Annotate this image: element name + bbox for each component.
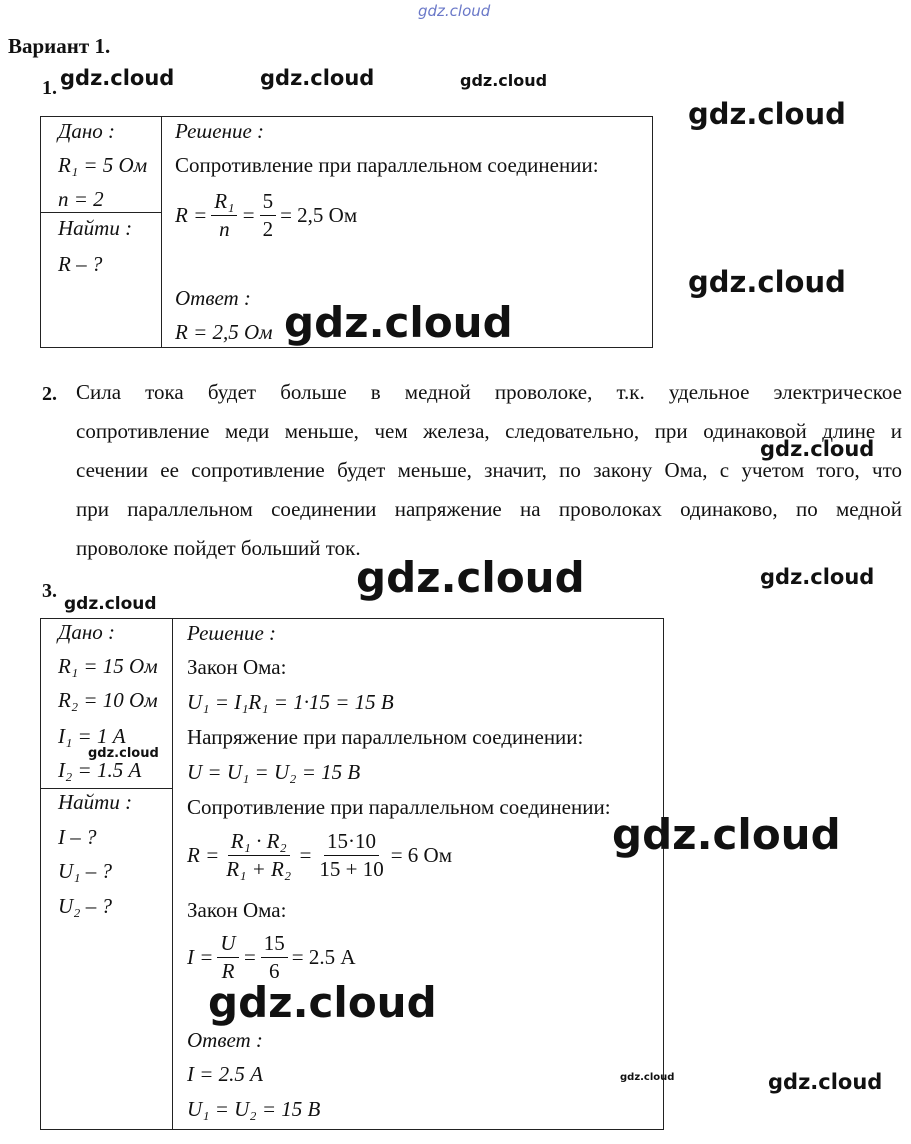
given-label: Дано :: [58, 119, 116, 143]
task2-paragraph: [76, 373, 902, 568]
parallel-voltage-text: Напряжение при параллельном соединении:: [187, 725, 584, 749]
equals: =: [241, 203, 256, 228]
find-label: Найти :: [58, 216, 133, 240]
numerator: R₁: [211, 190, 237, 216]
denominator: 15 + 10: [319, 857, 384, 882]
watermark: gdz.cloud: [760, 437, 875, 461]
fraction: [260, 190, 277, 241]
paragraph-line: Сила тока будет больше в медной проволоке, т.к. удельное электрическое: [76, 380, 902, 404]
find-value: I – ?: [58, 825, 97, 849]
watermark: gdz.cloud: [620, 1072, 675, 1083]
answer-label: Ответ :: [175, 286, 251, 310]
watermark: gdz.cloud: [760, 565, 875, 589]
paragraph-line: сопротивление меди меньше, чем железа, следовательно, при одинаковой длине и: [76, 419, 902, 443]
numerator: R₁ · R₂: [228, 830, 290, 856]
given-value: R₁ = 5 Ом: [58, 153, 148, 177]
equals: =: [242, 945, 257, 970]
formula-lhs: I =: [187, 945, 214, 970]
formula-result: = 2.5 А: [291, 945, 356, 970]
watermark: gdz.cloud: [460, 71, 548, 90]
formula-result: = 2,5 Ом: [280, 203, 358, 228]
answer-value: U₁ = U₂ = 15 В: [187, 1097, 321, 1121]
denominator: 6: [269, 959, 280, 984]
task3-given-divider: [40, 788, 172, 789]
fraction: [316, 830, 386, 881]
watermark: gdz.cloud: [768, 1070, 883, 1094]
given-value: I₁ = 1 А: [58, 724, 126, 748]
task2-number: 2.: [42, 383, 57, 405]
answer-value: I = 2.5 А: [187, 1062, 263, 1086]
formula-u: U = U₁ = U₂ = 15 В: [187, 760, 361, 784]
given-value: I₂ = 1.5 А: [58, 758, 142, 782]
numerator: 15·10: [324, 830, 379, 856]
numerator: U: [217, 932, 238, 958]
find-value: R – ?: [58, 252, 103, 276]
solution-text: Сопротивление при параллельном соединении:: [175, 153, 599, 177]
task1-divider: [161, 116, 162, 348]
watermark: gdz.cloud: [60, 66, 175, 90]
formula-lhs: R =: [175, 203, 208, 228]
task1-number: 1.: [42, 77, 57, 99]
formula-lhs: R =: [187, 843, 220, 868]
formula-resistance: [175, 190, 357, 241]
watermark: gdz.cloud: [64, 594, 157, 614]
law-text: Закон Ома:: [187, 898, 287, 922]
watermark: gdz.cloud: [284, 298, 513, 347]
task3-number: 3.: [42, 580, 57, 602]
variant-title: Вариант 1.: [8, 34, 111, 58]
denominator: R₁ + R₂: [226, 857, 292, 882]
watermark: gdz.cloud: [88, 746, 159, 761]
fraction: [217, 932, 238, 983]
find-value: U₂ – ?: [58, 894, 112, 918]
task1-given-divider: [40, 212, 161, 213]
watermark: gdz.cloud: [688, 265, 846, 299]
formula-result: = 6 Ом: [390, 843, 453, 868]
watermark: gdz.cloud: [208, 978, 437, 1027]
find-label: Найти :: [58, 790, 133, 814]
find-value: U₁ – ?: [58, 859, 112, 883]
paragraph-line: проволоке пойдет больший ток.: [76, 536, 361, 560]
paragraph-line: сечении ее сопротивление будет меньше, значит, по закону Ома, с учетом того, что: [76, 458, 902, 482]
task3-divider: [172, 618, 173, 1130]
paragraph-line: при параллельном соединении напряжение на проволоках одинаково, по медной: [76, 497, 902, 521]
denominator: R: [221, 959, 235, 984]
fraction: [223, 830, 294, 881]
answer-value: R = 2,5 Ом: [175, 320, 273, 344]
solution-label: Решение :: [187, 621, 277, 645]
denominator: 2: [262, 217, 274, 242]
answer-label: Ответ :: [187, 1028, 263, 1052]
law-text: Закон Ома:: [187, 655, 287, 679]
parallel-resistance-text: Сопротивление при параллельном соединении:: [187, 795, 611, 819]
fraction: [211, 190, 237, 241]
denominator: n: [219, 217, 230, 242]
equals: =: [298, 843, 313, 868]
numerator: 15: [261, 932, 288, 958]
solution-label: Решение :: [175, 119, 265, 143]
given-label: Дано :: [58, 620, 116, 644]
numerator: 5: [260, 190, 277, 216]
watermark: gdz.cloud: [260, 66, 375, 90]
given-value: R₂ = 10 Ом: [58, 688, 158, 712]
watermark: gdz.cloud: [688, 97, 846, 131]
formula-current: [187, 932, 356, 983]
watermark: gdz.cloud: [612, 810, 841, 859]
formula-u1: U₁ = I₁R₁ = 1·15 = 15 В: [187, 690, 394, 714]
watermark: gdz.cloud: [356, 553, 585, 602]
given-value: n = 2: [58, 187, 104, 211]
fraction: [261, 932, 288, 983]
watermark: gdz.cloud: [418, 2, 491, 20]
formula-total-resistance: [187, 830, 452, 881]
given-value: R₁ = 15 Ом: [58, 654, 158, 678]
